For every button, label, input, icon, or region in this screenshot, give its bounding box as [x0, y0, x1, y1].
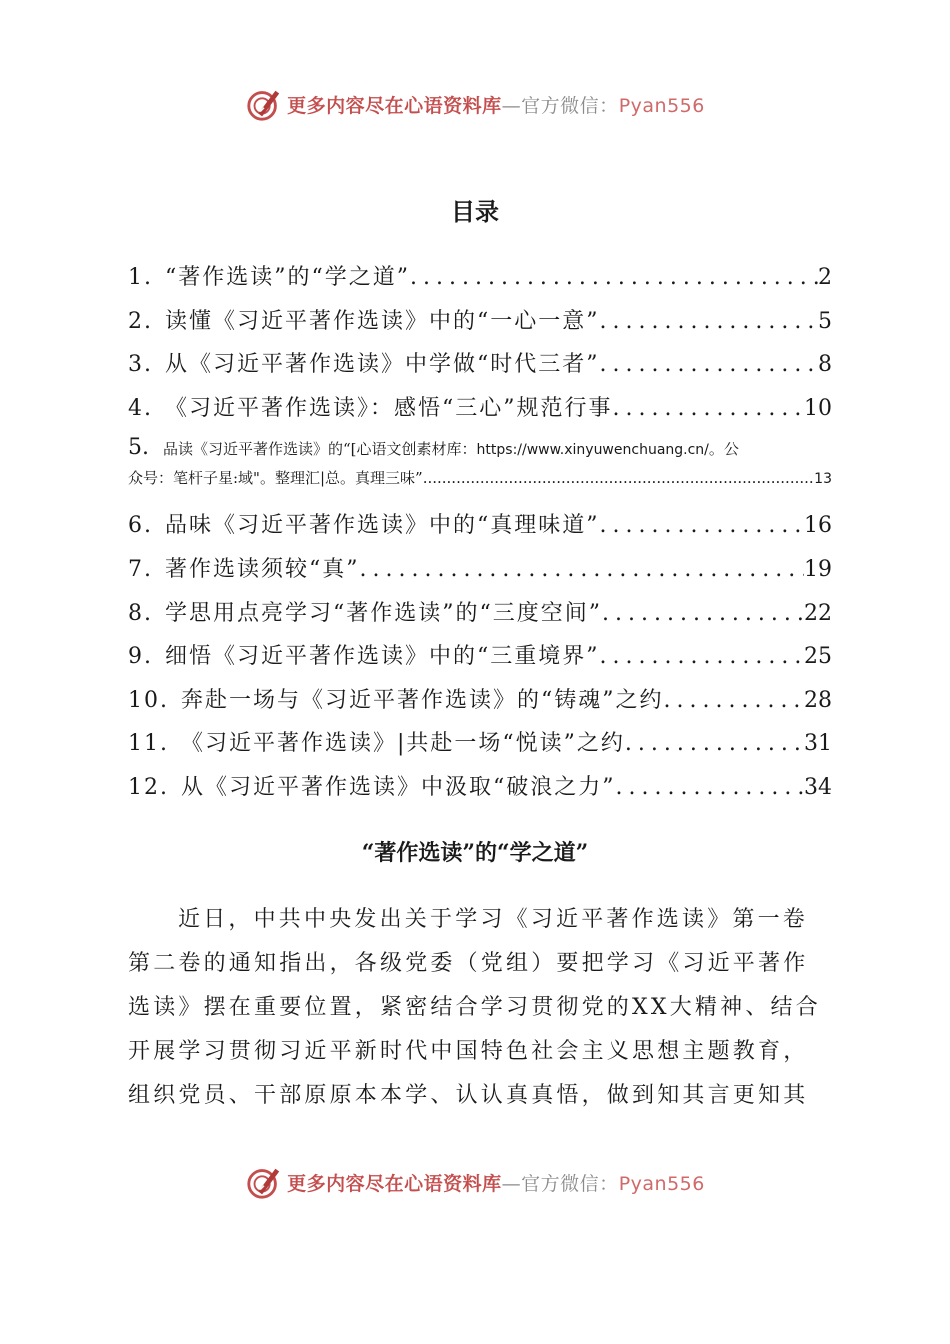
toc-leader-dots	[600, 343, 819, 387]
toc-item-page: 2	[818, 265, 832, 290]
body-line: 组织党员、干部原原本本学、认认真真悟，做到知其言更知其	[128, 1083, 809, 1108]
toc-item-title: 细悟《习近平著作选读》中的“三重境界”	[165, 644, 600, 670]
toc-item-page: 19	[804, 556, 832, 582]
toc-item-page: 5	[818, 308, 832, 334]
body-line: 第二卷的通知指出，各级党委（党组）要把学习《习近平著作	[128, 951, 809, 976]
toc-item-title-end: 。公	[708, 440, 739, 459]
toc-item-page: 31	[804, 731, 832, 757]
toc-item-page: 8	[818, 352, 832, 378]
toc-item-title-cont: 众号：笔杆子星:域"。整理汇|总。真理三味”	[128, 469, 423, 488]
toc-item-page: 22	[804, 600, 832, 626]
toc-item-number: 7.	[128, 556, 153, 582]
toc-item-title: 奔赴一场与《习近平著作选读》的“铸魂”之约	[181, 687, 664, 713]
body-paragraph	[128, 898, 832, 1118]
banner-main-text: 更多内容尽在心语资料库	[287, 1172, 502, 1195]
toc-item[interactable]	[128, 343, 832, 387]
toc-leader-dots	[410, 256, 818, 300]
toc-leader-dots	[600, 504, 805, 548]
toc-item[interactable]	[128, 504, 832, 548]
toc-leader-dots	[600, 300, 819, 344]
toc-item-number: 6.	[128, 513, 153, 539]
toc-item-page: 28	[804, 687, 832, 713]
header-banner	[0, 84, 950, 124]
body-line: 选读》摆在重要位置，紧密结合学习贯彻党的XX大精神、结合	[128, 995, 821, 1020]
toc-leader-dots	[664, 679, 805, 723]
toc-item-title: 学思用点亮学习“著作选读”的“三度空间”	[165, 600, 602, 626]
pen-logo-icon	[245, 1163, 283, 1201]
toc-item-title: 品味《习近平著作选读》中的“真理味道”	[165, 513, 600, 539]
toc-item[interactable]	[128, 679, 832, 723]
toc-item-page: 16	[804, 513, 832, 539]
toc-item[interactable]	[128, 766, 832, 810]
toc-item-page: 25	[804, 644, 832, 670]
toc-item-number: 8.	[128, 600, 153, 626]
pen-logo-icon	[245, 85, 283, 123]
banner-official-label: 官方微信：	[521, 1172, 619, 1195]
footer-banner	[0, 1162, 950, 1202]
toc-item-number: 2.	[128, 308, 153, 334]
toc-leader-dots	[616, 766, 805, 810]
toc-item-title: 著作选读须较“真”	[165, 556, 360, 582]
toc-item-page: 34	[804, 774, 832, 800]
toc-item-title: 读懂《习近平著作选读》中的“一心一意”	[165, 308, 600, 334]
toc-item[interactable]	[128, 722, 832, 766]
toc-item[interactable]	[128, 635, 832, 679]
banner-wechat-id: Pyan556	[618, 1172, 705, 1195]
body-line: 近日，中共中央发出关于学习《习近平著作选读》第一卷	[178, 907, 809, 932]
toc-item-title: 品读《习近平著作选读》的“[心语文创素材库：	[163, 440, 477, 459]
toc-item[interactable]	[128, 387, 832, 431]
toc-item[interactable]	[128, 548, 832, 592]
toc-item-page: 10	[804, 395, 832, 421]
toc-item-title: 从《习近平著作选读》中学做“时代三者”	[165, 352, 600, 378]
toc-item-title: 从《习近平著作选读》中汲取“破浪之力”	[181, 774, 616, 800]
toc-title: 目录	[451, 197, 499, 226]
toc-item[interactable]	[128, 592, 832, 636]
toc-item-page: 13	[814, 471, 832, 488]
toc-item[interactable]	[128, 256, 832, 300]
toc-item-number: 4.	[128, 395, 153, 421]
toc-leader-dots	[600, 635, 805, 679]
toc-item-number: 10.	[128, 687, 169, 713]
toc-item-number: 9.	[128, 644, 153, 670]
banner-main-text: 更多内容尽在心语资料库	[287, 94, 502, 117]
toc-item-title: “著作选读”的“学之道”	[165, 265, 410, 290]
toc-leader-dots	[423, 464, 814, 492]
toc-leader-dots	[602, 592, 804, 636]
toc-leader-dots	[625, 722, 804, 766]
toc-item-number: 5.	[128, 435, 149, 461]
toc-item-title: 《习近平著作选读》：感悟“三心”规范行事	[165, 395, 613, 421]
toc-item-number: 12.	[128, 774, 169, 800]
section-title: “著作选读”的“学之道”	[361, 840, 589, 866]
toc-item[interactable]	[128, 300, 832, 344]
toc-leader-dots	[360, 548, 805, 592]
toc-item-number: 1.	[128, 265, 153, 290]
toc-item-title: 《习近平著作选读》|共赴一场“悦读”之约	[181, 731, 625, 757]
table-of-contents	[128, 256, 832, 810]
toc-item-url: https://www.xinyuwenchuang.cn/	[476, 442, 709, 459]
body-line: 开展学习贯彻习近平新时代中国特色社会主义思想主题教育，	[128, 1039, 809, 1064]
toc-item-number: 11.	[128, 731, 169, 757]
toc-item[interactable]	[128, 430, 832, 504]
toc-leader-dots	[613, 387, 805, 431]
banner-dash: —	[501, 1172, 522, 1195]
toc-item-number: 3.	[128, 352, 153, 378]
banner-dash: —	[501, 94, 522, 117]
banner-official-label: 官方微信：	[521, 94, 619, 117]
banner-wechat-id: Pyan556	[618, 94, 705, 117]
